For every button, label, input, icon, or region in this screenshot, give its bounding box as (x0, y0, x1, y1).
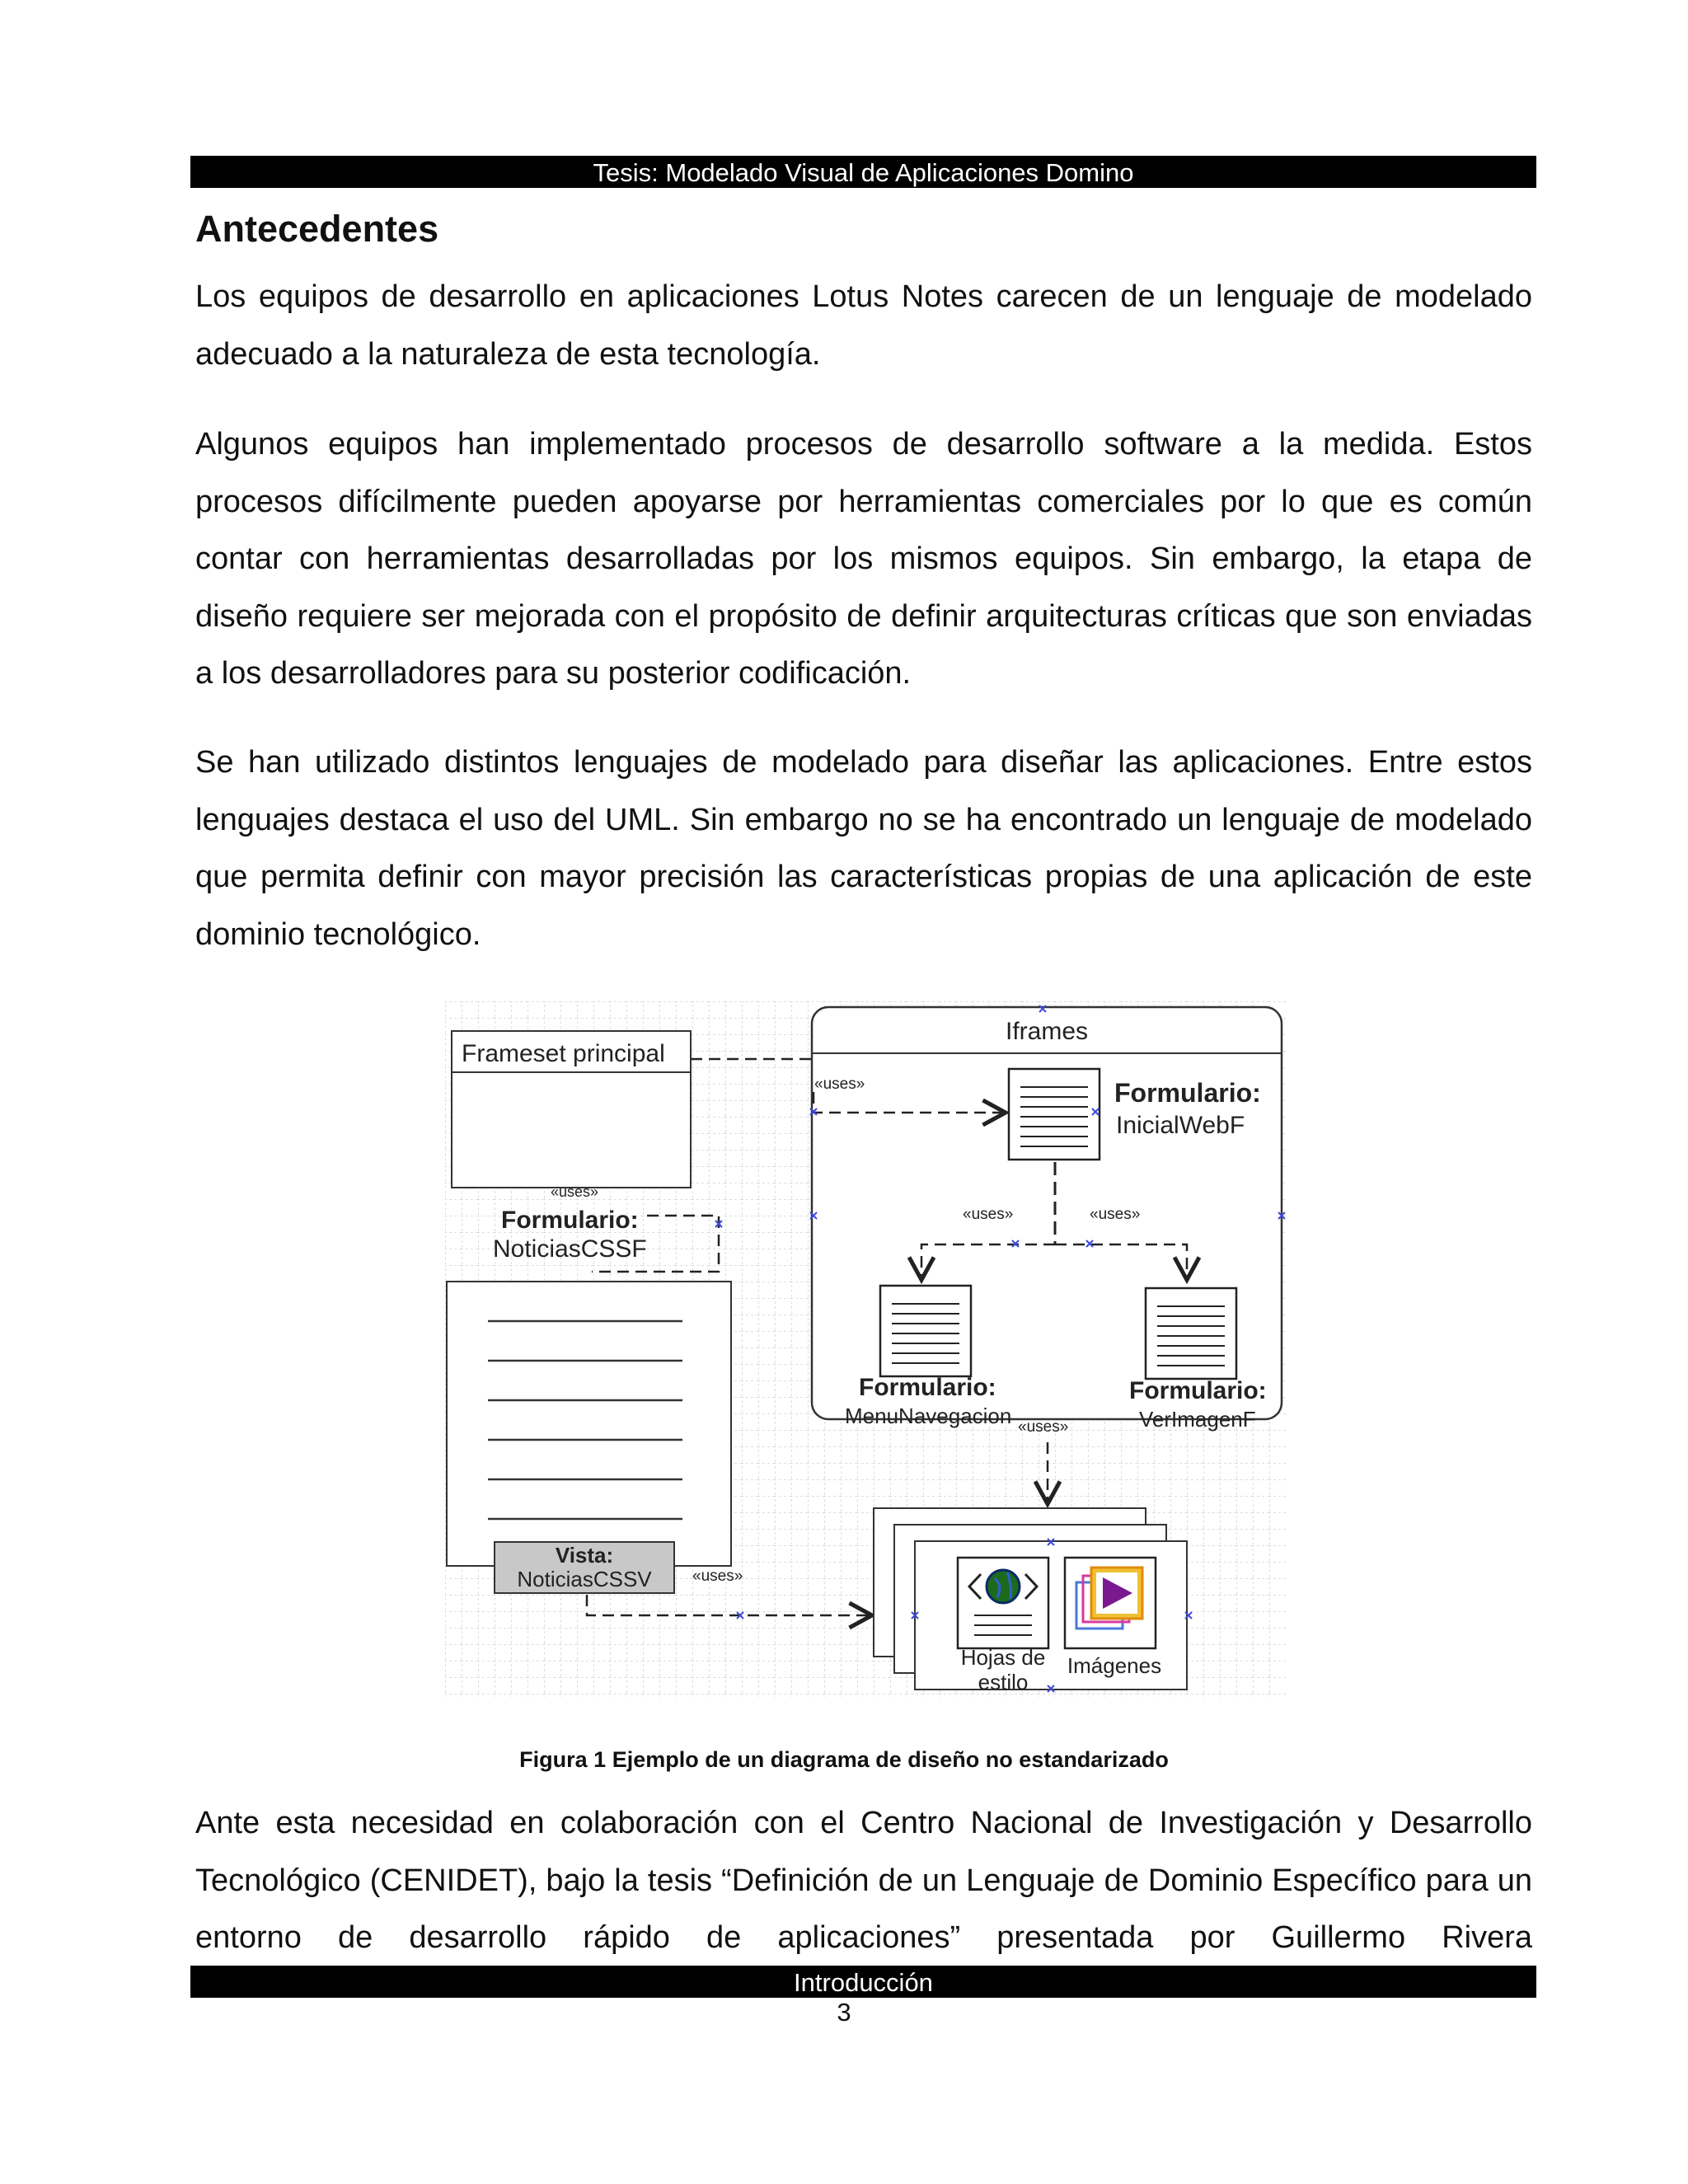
section-heading: Antecedentes (195, 208, 439, 250)
noticias-cssf-label: NoticiasCSSF (493, 1235, 647, 1263)
menu-navegacion-form-icon (880, 1286, 971, 1376)
design-diagram-figure (445, 1001, 1286, 1698)
paragraph-2: Algunos equipos han implementado procesos de desarrollo software a la medida. Estos procesos difícilmente pueden apoyarse por herramientas comerciales por lo que es común contar con herramientas desarrolladas por los mismos equipos. Sin embargo, la etapa de diseño requiere ser mejorada con el propósito de definir arquitecturas críticas que son enviadas a los desarrolladores para su posterior codificación. (195, 427, 1532, 691)
stylesheet-globe-icon (958, 1558, 1048, 1648)
header-title: Tesis: Modelado Visual de Aplicaciones Domino (593, 158, 1134, 187)
inicial-form-label: Formulario: (1114, 1078, 1261, 1108)
frameset-label: Frameset principal (462, 1040, 665, 1067)
paragraph-1: Los equipos de desarrollo en aplicaciones Lotus Notes carecen de un lenguaje de modelado adecuado a la naturaleza de esta tecnología. (195, 279, 1532, 372)
verimagen-form-label: Formulario: (1129, 1377, 1267, 1404)
imagenes-label: Imágenes (1067, 1653, 1162, 1678)
paragraph-4: Ante esta necesidad en colaboración con el Centro Nacional de Investigación y Desarrollo Tecnológico (CENIDET), bajo la tesis “Definición de un Lenguaje de Dominio Específico para un entorno de desarrollo rápido de aplicaciones” presentada por Guillermo Rivera (195, 1806, 1532, 1955)
vista-label: Vista: (555, 1543, 614, 1568)
page-header-bar (190, 156, 1536, 188)
iframes-label: Iframes (1005, 1018, 1089, 1045)
footer-section: Introducción (794, 1968, 933, 1997)
menu-navegacion-label: MenuNavegacion (845, 1404, 1012, 1428)
uses-label-3: «uses» (1090, 1206, 1141, 1223)
page-number: 3 (837, 1998, 851, 2027)
menu-form-label: Formulario: (859, 1374, 996, 1401)
uses-label-6: «uses» (692, 1568, 743, 1585)
verimagen-label: VerImagenF (1139, 1407, 1256, 1432)
paragraph-3: Se han utilizado distintos lenguajes de modelado para diseñar las aplicaciones. Entre estos lenguajes destaca el uso del UML. Sin embargo no se ha encontrado un lenguaje de modelado que permita definir con mayor precisión las características propias de una aplicación de este dominio tecnológico. (195, 745, 1532, 952)
inicial-webf-label: InicialWebF (1116, 1112, 1245, 1139)
frameset-principal-box (452, 1031, 691, 1188)
uses-label-5: «uses» (551, 1183, 599, 1200)
inicial-webf-form-icon (1009, 1069, 1100, 1160)
hojas-de-label: Hojas de (960, 1645, 1046, 1670)
uses-label-2: «uses» (963, 1206, 1014, 1223)
noticias-form-label: Formulario: (501, 1207, 639, 1234)
noticias-form-box (447, 1282, 731, 1566)
uses-label-1: «uses» (814, 1076, 865, 1093)
uses-label-4: «uses» (1018, 1418, 1069, 1436)
vista-noticias-box (495, 1542, 674, 1593)
estilo-label: estilo (978, 1670, 1029, 1694)
noticias-cssv-label: NoticiasCSSV (517, 1567, 652, 1591)
verimagen-form-icon (1146, 1288, 1236, 1379)
figure-caption: Figura 1 Ejemplo de un diagrama de diseño no estandarizado (519, 1747, 1169, 1772)
page-footer-bar (190, 1966, 1536, 1998)
images-play-icon (1065, 1558, 1156, 1648)
